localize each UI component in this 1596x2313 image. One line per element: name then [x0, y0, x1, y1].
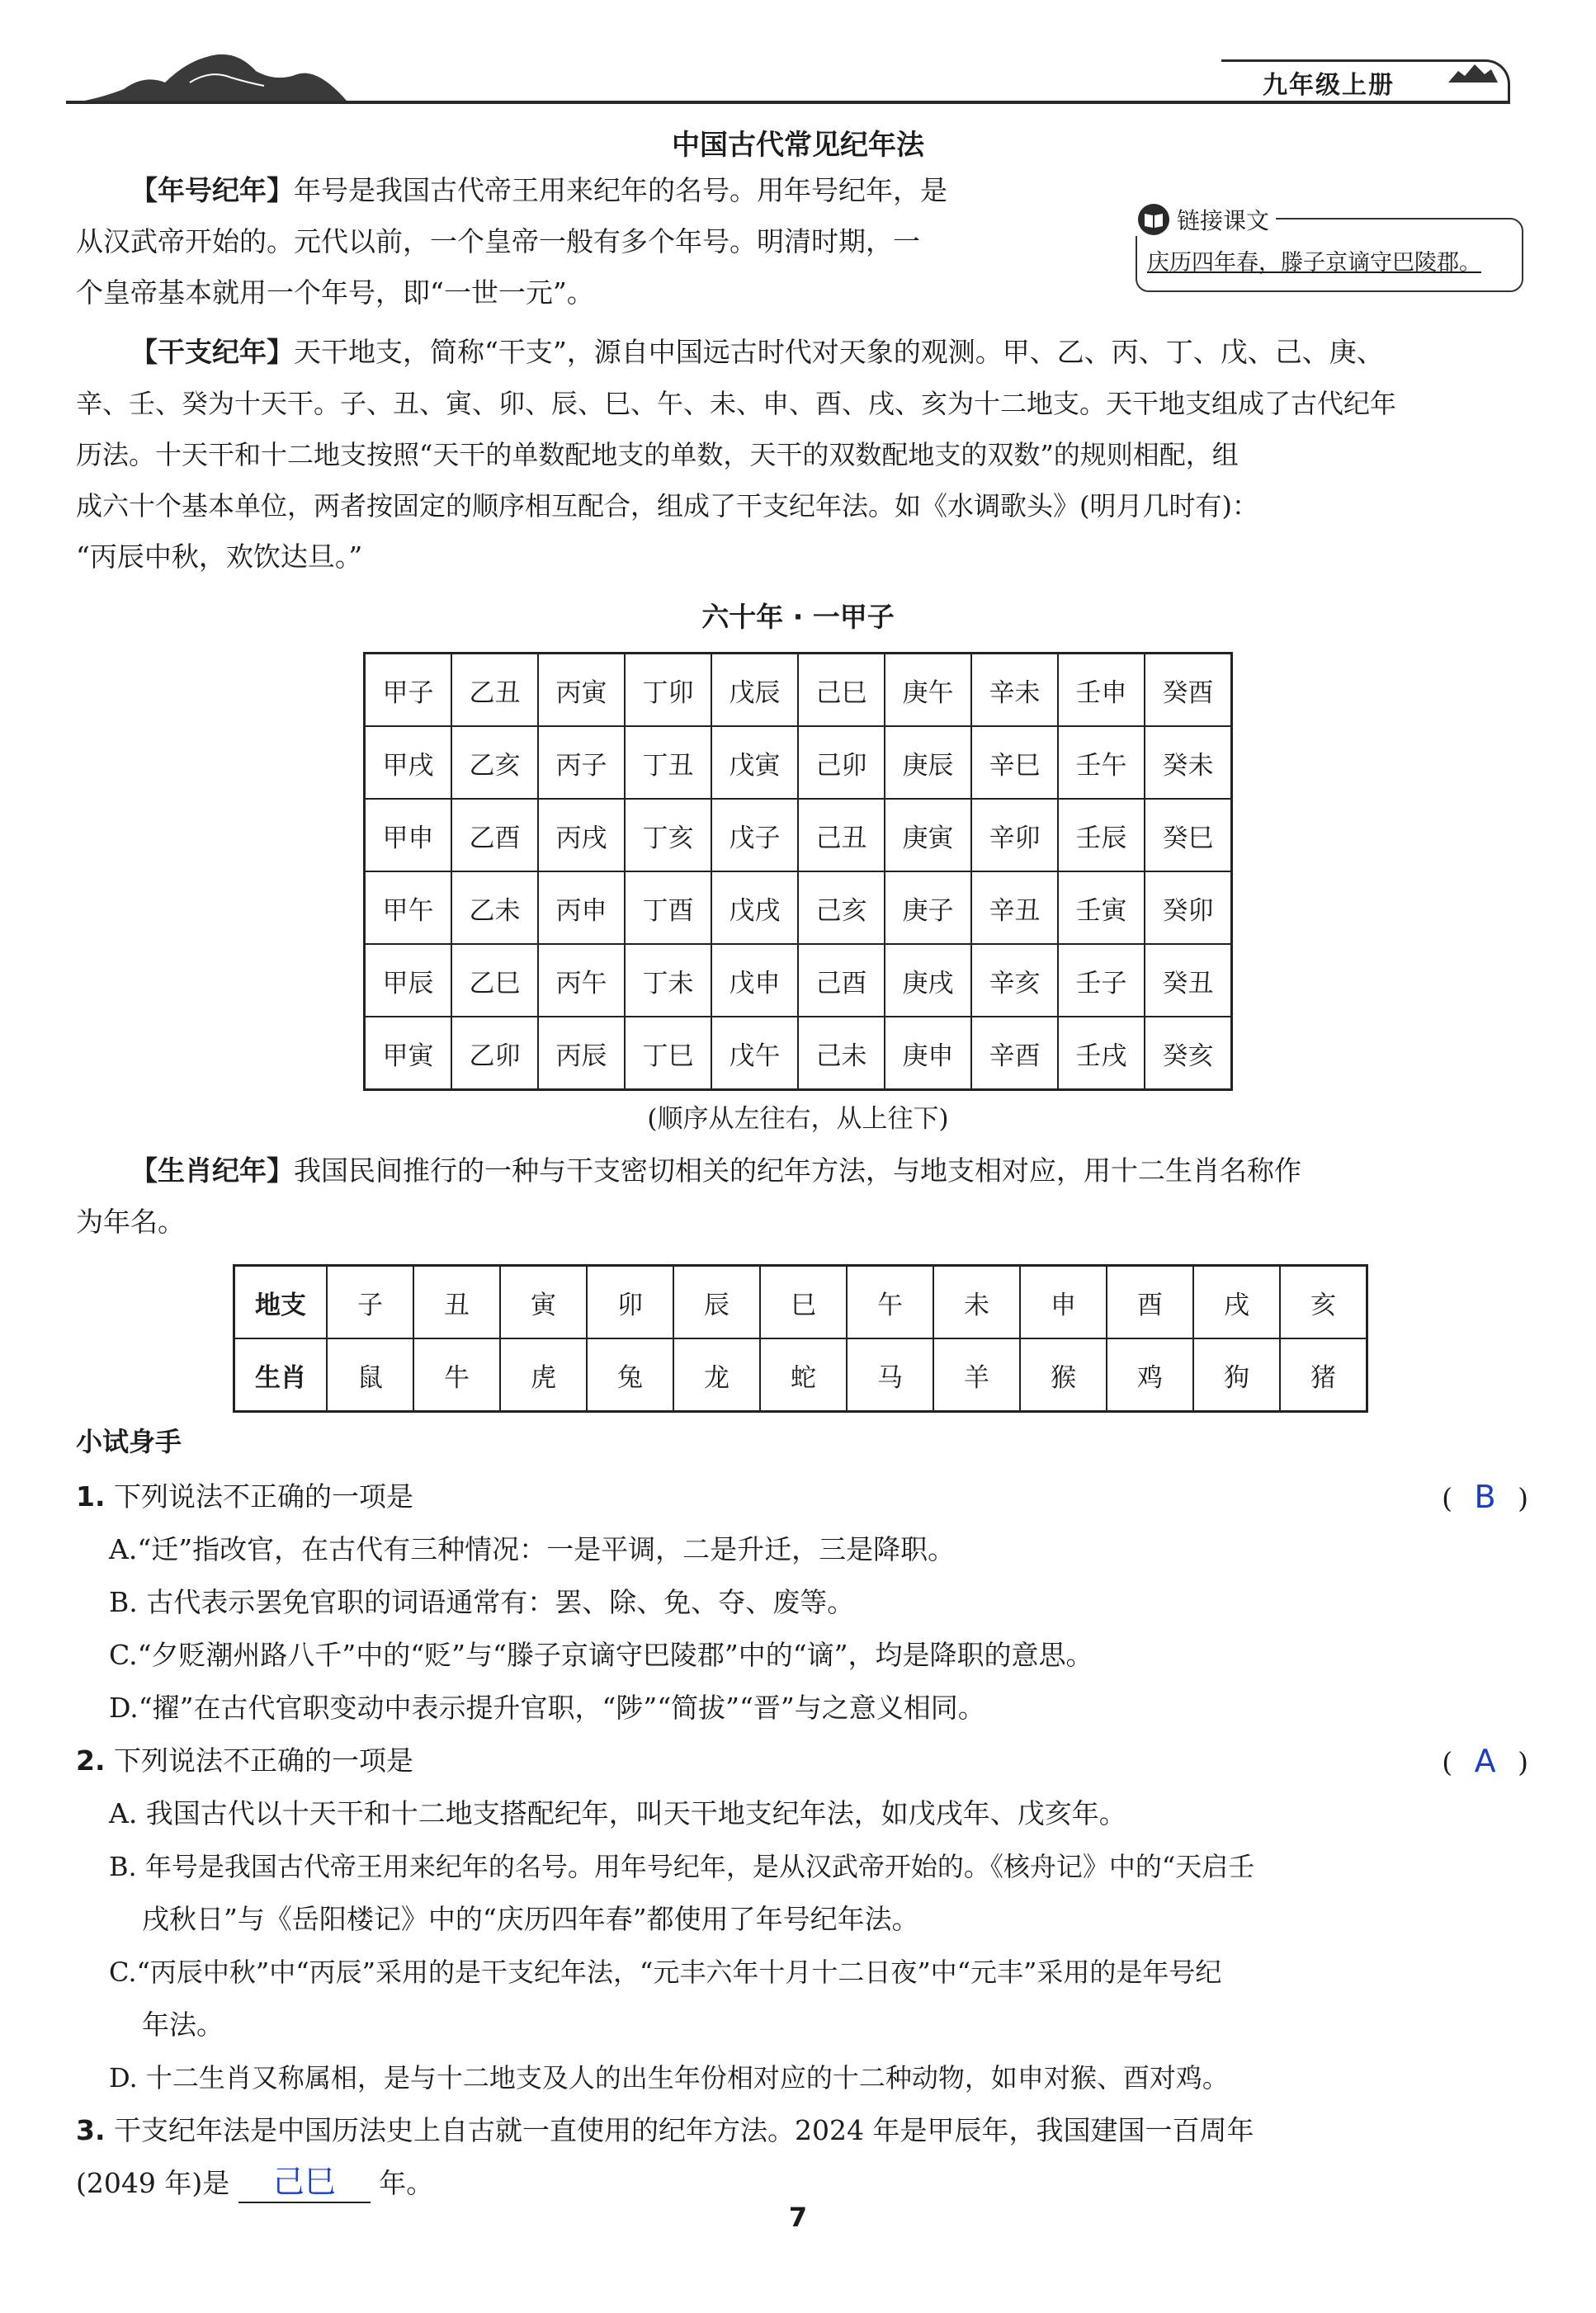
jiazi-cell: 乙未 [451, 871, 538, 944]
jiazi-cell: 己亥 [798, 871, 885, 944]
shengxiao-cell: 鼠 [327, 1338, 413, 1412]
zodiac-row-dizhi [234, 1266, 1367, 1339]
shengxiao-line2: 为年名。 [76, 1206, 185, 1238]
q1-answer-bracket [1442, 1470, 1528, 1525]
shengxiao-line1: 我国民间推行的一种与干支密切相关的纪年方法，与地支相对应，用十二生肖名称作 [294, 1154, 1301, 1187]
q2-option-b-line2: 戌秋日”与《岳阳楼记》中的“庆历四年春”都使用了年号纪年法。 [142, 1903, 919, 1935]
jiazi-cell: 辛酉 [971, 1017, 1058, 1090]
link-box-label-text: 链接课文 [1177, 207, 1270, 234]
shengxiao-cell: 猴 [1020, 1338, 1107, 1412]
q1-option-a: A.“迁”指改官，在古代有三种情况：一是平调，二是升迁，三是降职。 [109, 1533, 956, 1565]
ganzhi-paragraph [76, 327, 1528, 583]
jiazi-cell: 辛巳 [971, 726, 1058, 799]
jiazi-cell: 癸丑 [1145, 944, 1232, 1017]
q1-option-c: C.“夕贬潮州路八千”中的“贬”与“滕子京谪守巴陵郡”中的“谪”，均是降职的意思。 [109, 1639, 1093, 1671]
jiazi-cell: 戊戌 [711, 871, 798, 944]
jiazi-cell: 乙亥 [451, 726, 538, 799]
shengxiao-cell: 羊 [933, 1338, 1020, 1412]
nianhao-line3: 个皇帝基本就用一个年号，即“一世一元”。 [76, 276, 594, 309]
jiazi-cell: 壬戌 [1058, 1017, 1145, 1090]
q3-number: 3. [76, 2114, 106, 2146]
jiazi-cell: 己丑 [798, 799, 885, 871]
q1-bracket-right: ) [1518, 1482, 1528, 1514]
jiazi-cell: 乙丑 [451, 654, 538, 727]
q1-stem: 下列说法不正确的一项是 [114, 1480, 413, 1513]
jiazi-cell: 丙申 [538, 871, 625, 944]
zodiac-table [233, 1264, 1368, 1413]
q2-option-c-line1: C.“丙辰中秋”中“丙辰”采用的是干支纪年法，“元丰六年十月十二日夜”中“元丰”采用的是年号纪 [109, 1957, 1222, 1988]
question-1 [76, 1470, 1528, 1735]
shengxiao-tag: 【生肖纪年】 [130, 1154, 294, 1187]
nianhao-line2: 从汉武帝开始的。元代以前，一个皇帝一般有多个年号。明清时期，一 [76, 225, 920, 257]
jiazi-row [365, 726, 1232, 799]
jiazi-cell: 乙卯 [451, 1017, 538, 1090]
jiazi-row [365, 871, 1232, 944]
nianhao-paragraph [76, 165, 1140, 319]
q1-option-d: D.“擢”在古代官职变动中表示提升官职，“陟”“简拔”“晋”与之意义相同。 [109, 1692, 985, 1724]
jiazi-table [363, 652, 1233, 1091]
q2-number: 2. [76, 1744, 106, 1777]
q3-line2-before: (2049 年)是 [76, 2167, 230, 2199]
dizhi-cell: 午 [847, 1266, 933, 1339]
jiazi-cell: 甲午 [365, 871, 452, 944]
ganzhi-tag: 【干支纪年】 [130, 336, 294, 368]
jiazi-cell: 癸酉 [1145, 654, 1232, 727]
jiazi-cell: 戊寅 [711, 726, 798, 799]
shengxiao-cell: 龙 [673, 1338, 760, 1412]
shengxiao-cell: 牛 [413, 1338, 500, 1412]
dizhi-cell: 申 [1020, 1266, 1107, 1339]
jiazi-cell: 甲寅 [365, 1017, 452, 1090]
ganzhi-line5: “丙辰中秋，欢饮达旦。” [76, 540, 363, 573]
dizhi-cell: 亥 [1280, 1266, 1367, 1339]
shengxiao-cell: 马 [847, 1338, 933, 1412]
shengxiao-cell: 鸡 [1107, 1338, 1193, 1412]
q2-answer: A [1474, 1743, 1496, 1779]
jiazi-cell: 乙酉 [451, 799, 538, 871]
jiazi-cell: 丙戌 [538, 799, 625, 871]
jiazi-cell: 己酉 [798, 944, 885, 1017]
jiazi-cell: 甲辰 [365, 944, 452, 1017]
jiazi-cell: 甲子 [365, 654, 452, 727]
shengxiao-paragraph [76, 1145, 1528, 1248]
q2-bracket-left: ( [1442, 1746, 1453, 1778]
q2-option-a: A. 我国古代以十天干和十二地支搭配纪年，叫天干地支纪年法，如戊戌年、戊亥年。 [109, 1797, 1126, 1829]
shengxiao-cell: 狗 [1193, 1338, 1280, 1412]
jiazi-cell: 乙巳 [451, 944, 538, 1017]
ganzhi-line3: 历法。十天干和十二地支按照“天干的单数配地支的单数，天干的双数配地支的双数”的规则相配，组 [76, 439, 1239, 470]
jiazi-cell: 丁卯 [625, 654, 711, 727]
zodiac-row-shengxiao [234, 1338, 1367, 1412]
link-box-text [1147, 244, 1481, 276]
jiazi-row [365, 1017, 1232, 1090]
jiazi-cell: 壬午 [1058, 726, 1145, 799]
jiazi-cell: 丁巳 [625, 1017, 711, 1090]
dizhi-cell: 寅 [500, 1266, 587, 1339]
q1-number: 1. [76, 1480, 106, 1513]
jiazi-cell: 壬申 [1058, 654, 1145, 727]
jiazi-cell: 甲戌 [365, 726, 452, 799]
jiazi-cell: 丁丑 [625, 726, 711, 799]
q2-stem: 下列说法不正确的一项是 [114, 1744, 413, 1777]
link-box-label [1136, 203, 1276, 236]
jiazi-row [365, 799, 1232, 871]
q1-option-b: B. 古代表示罢免官职的词语通常有：罢、除、免、夺、废等。 [109, 1586, 855, 1618]
q1-bracket-left: ( [1442, 1482, 1453, 1514]
mini-mountain-icon [1448, 61, 1498, 84]
jiazi-cell: 癸亥 [1145, 1017, 1232, 1090]
jiazi-cell: 戊午 [711, 1017, 798, 1090]
question-2 [76, 1735, 1528, 2104]
jiazi-cell: 甲申 [365, 799, 452, 871]
section-title: 小试身手 [76, 1426, 182, 1457]
shengxiao-cell: 兔 [587, 1338, 673, 1412]
jiazi-cell: 丁酉 [625, 871, 711, 944]
q3-line2-after: 年。 [379, 2167, 434, 2199]
ganzhi-line4: 成六十个基本单位，两者按固定的顺序相互配合，组成了干支纪年法。如《水调歌头》(明月几时有)： [76, 490, 1258, 522]
page-title: 中国古代常见纪年法 [672, 129, 924, 162]
nianhao-line1: 年号是我国古代帝王用来纪年的名号。用年号纪年，是 [294, 174, 947, 206]
jiazi-cell: 庚戌 [885, 944, 971, 1017]
q2-option-c-line2: 年法。 [142, 2009, 224, 2041]
jiazi-cell: 癸巳 [1145, 799, 1232, 871]
jiazi-cell: 癸未 [1145, 726, 1232, 799]
shengxiao-cell: 猪 [1280, 1338, 1367, 1412]
jiazi-cell: 丙寅 [538, 654, 625, 727]
q2-option-b-line1: B. 年号是我国古代帝王用来纪年的名号。用年号纪年，是从汉武帝开始的。《核舟记》中的“天启壬 [109, 1851, 1255, 1882]
q3-answer-blank[interactable]: 己巳 [238, 2162, 371, 2203]
q2-answer-bracket [1442, 1735, 1528, 1789]
nianhao-tag: 【年号纪年】 [130, 174, 294, 206]
dizhi-cell: 巳 [760, 1266, 847, 1339]
book-icon [1137, 203, 1170, 236]
jiazi-cell: 丙辰 [538, 1017, 625, 1090]
jiazi-cell: 庚申 [885, 1017, 971, 1090]
jiazi-cell: 戊子 [711, 799, 798, 871]
jiazi-cell: 壬子 [1058, 944, 1145, 1017]
jiazi-cell: 辛丑 [971, 871, 1058, 944]
jiazi-row [365, 654, 1232, 727]
link-box-sentence: 庆历四年春，滕子京谪守巴陵郡。 [1147, 250, 1481, 276]
jiazi-cell: 辛亥 [971, 944, 1058, 1017]
jiazi-cell: 庚寅 [885, 799, 971, 871]
jiazi-cell: 庚子 [885, 871, 971, 944]
zodiac-head-shengxiao: 生肖 [234, 1338, 328, 1412]
q2-bracket-right: ) [1518, 1746, 1528, 1778]
dizhi-cell: 未 [933, 1266, 1020, 1339]
page-number: 7 [788, 2202, 808, 2233]
jiazi-cell: 己未 [798, 1017, 885, 1090]
zodiac-head-dizhi: 地支 [234, 1266, 328, 1339]
q1-answer: B [1474, 1479, 1496, 1515]
jiazi-cell: 壬寅 [1058, 871, 1145, 944]
question-3 [76, 2104, 1528, 2210]
jiazi-cell: 戊辰 [711, 654, 798, 727]
dizhi-cell: 辰 [673, 1266, 760, 1339]
jiazi-cell: 丙午 [538, 944, 625, 1017]
jiazi-caption: (顺序从左往右，从上往下) [647, 1104, 949, 1134]
dizhi-cell: 丑 [413, 1266, 500, 1339]
shengxiao-cell: 虎 [500, 1338, 587, 1412]
ganzhi-line1: 天干地支，简称“干支”，源自中国远古时代对天象的观测。甲、乙、丙、丁、戊、己、庚、 [294, 336, 1384, 368]
ganzhi-line2: 辛、壬、癸为十天干。子、丑、寅、卯、辰、巳、午、未、申、酉、戌、亥为十二地支。天干地支组成了古代纪年 [76, 388, 1397, 419]
jiazi-cell: 庚辰 [885, 726, 971, 799]
jiazi-cell: 己卯 [798, 726, 885, 799]
jiazi-cell: 己巳 [798, 654, 885, 727]
q2-option-d: D. 十二生肖又称属相，是与十二地支及人的出生年份相对应的十二种动物，如申对猴、酉对鸡。 [109, 2062, 1229, 2094]
jiazi-row [365, 944, 1232, 1017]
shengxiao-cell: 蛇 [760, 1338, 847, 1412]
jiazi-cell: 辛卯 [971, 799, 1058, 871]
dizhi-cell: 酉 [1107, 1266, 1193, 1339]
dizhi-cell: 戌 [1193, 1266, 1280, 1339]
dizhi-cell: 卯 [587, 1266, 673, 1339]
jiazi-cell: 癸卯 [1145, 871, 1232, 944]
jiazi-cell: 丁未 [625, 944, 711, 1017]
q3-line1: 干支纪年法是中国历法史上自古就一直使用的纪年方法。2024 年是甲辰年，我国建国一百周年 [114, 2114, 1254, 2146]
mountain-decoration [66, 50, 347, 107]
jiazi-cell: 庚午 [885, 654, 971, 727]
jiazi-cell: 丁亥 [625, 799, 711, 871]
dizhi-cell: 子 [327, 1266, 413, 1339]
jiazi-cell: 戊申 [711, 944, 798, 1017]
jiazi-cell: 壬辰 [1058, 799, 1145, 871]
jiazi-cell: 丙子 [538, 726, 625, 799]
grade-label: 九年级上册 [1263, 71, 1395, 100]
jiazi-cell: 辛未 [971, 654, 1058, 727]
jiazi-table-title: 六十年 · 一甲子 [701, 601, 895, 633]
